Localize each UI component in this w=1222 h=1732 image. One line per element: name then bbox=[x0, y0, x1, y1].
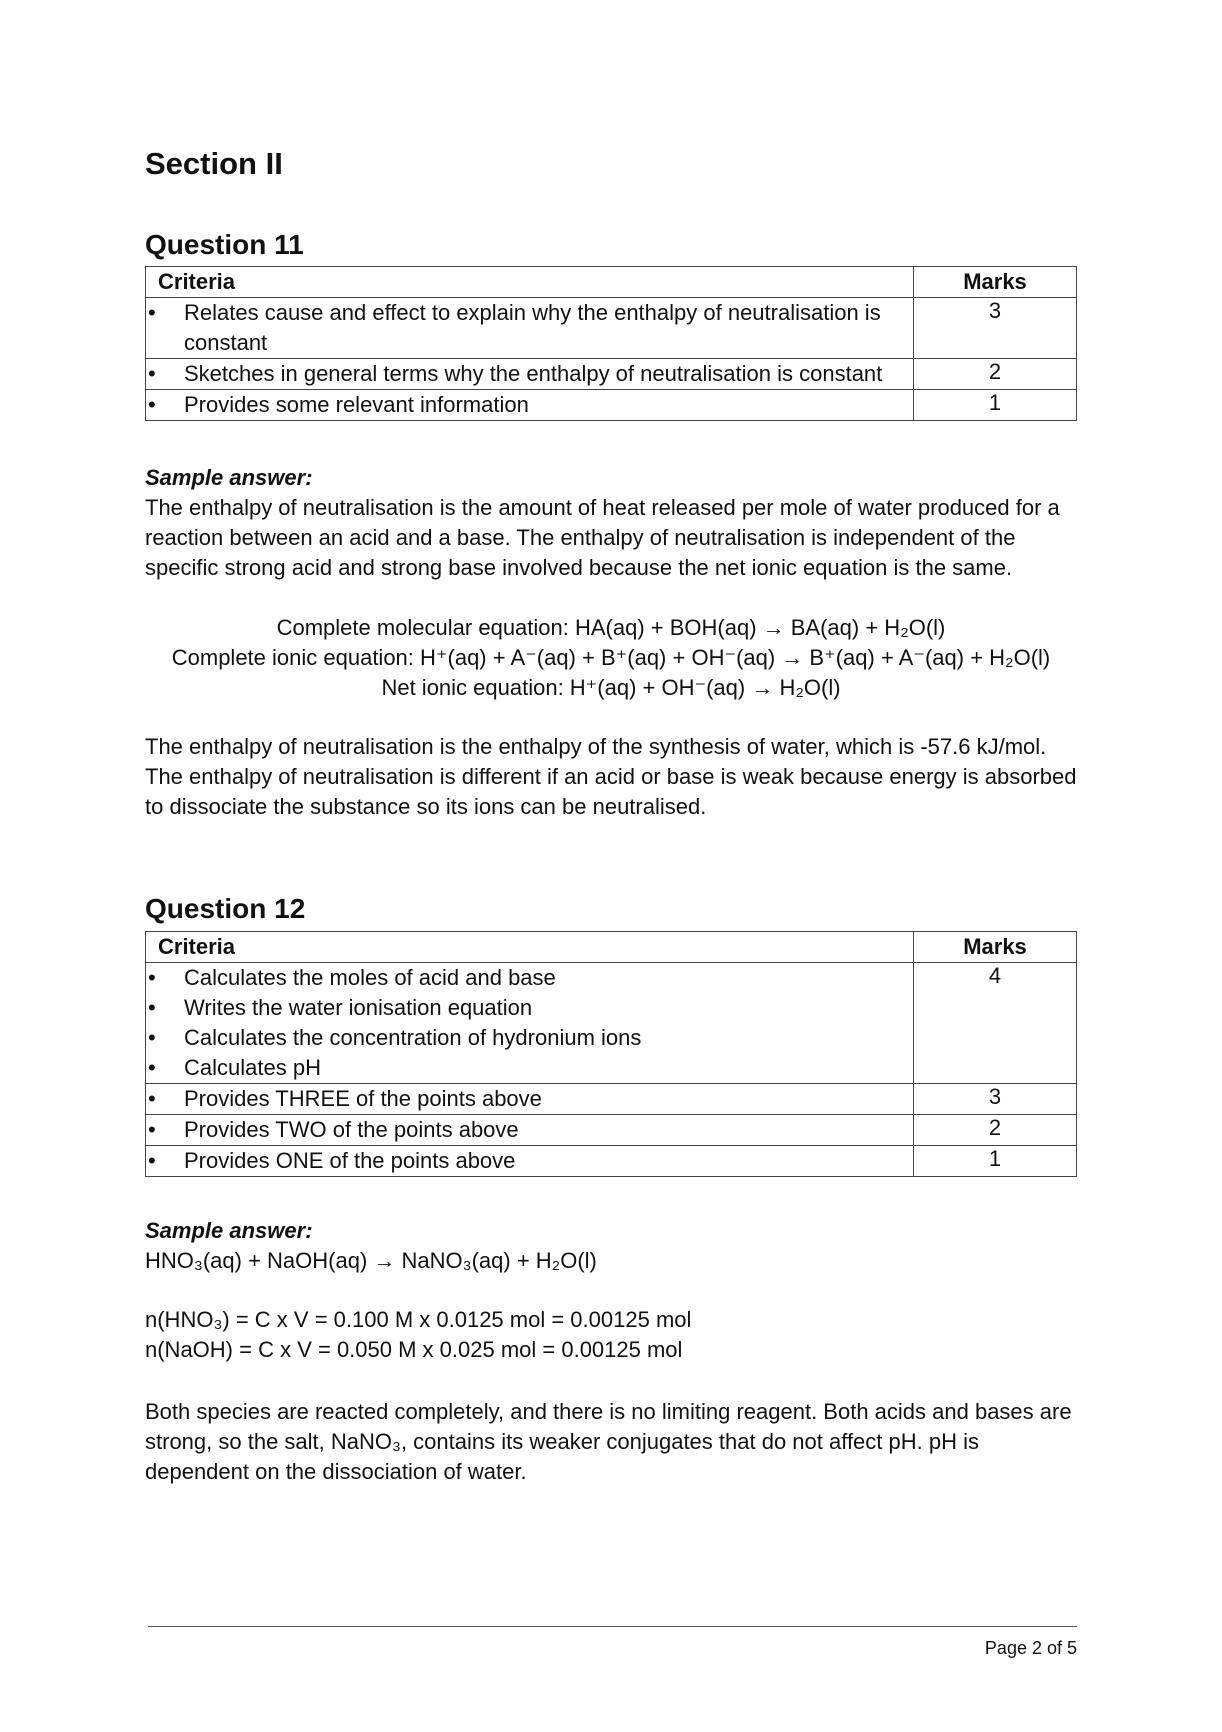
reaction-equation: HNO₃(aq) + NaOH(aq) → NaNO₃(aq) + H₂O(l) bbox=[145, 1248, 597, 1273]
table-header-row bbox=[146, 932, 1077, 963]
answer-paragraph: The enthalpy of neutralisation is the amount of heat released per mole of water produced for a reaction between an acid and a base. The enthalpy of neutralisation is independent of the specific strong acid and strong base involved because the net ionic equation is the same. bbox=[145, 495, 1060, 580]
marks-value: 1 bbox=[914, 1146, 1077, 1177]
sample-answer-label: Sample answer: bbox=[145, 1218, 313, 1243]
marks-header: Marks bbox=[914, 267, 1077, 298]
table-row bbox=[146, 390, 1077, 421]
table-header-row bbox=[146, 267, 1077, 298]
equation-block bbox=[145, 613, 1077, 703]
criteria-header: Criteria bbox=[146, 267, 914, 298]
marks-value: 4 bbox=[914, 963, 1077, 1084]
criteria-item: • Provides ONE of the points above bbox=[146, 1146, 913, 1176]
criteria-item: • Calculates the concentration of hydronium ions bbox=[146, 1023, 913, 1053]
criteria-item: • Provides some relevant information bbox=[146, 390, 913, 420]
table-row bbox=[146, 963, 1077, 1084]
table-row bbox=[146, 1084, 1077, 1115]
table-row bbox=[146, 1146, 1077, 1177]
marks-value: 1 bbox=[914, 390, 1077, 421]
calc-line: n(HNO₃) = C x V = 0.100 M x 0.0125 mol = 0.00125 mol bbox=[145, 1307, 692, 1332]
mole-calculations bbox=[145, 1305, 1077, 1365]
question-12-criteria-table bbox=[145, 931, 1077, 1177]
table-row bbox=[146, 359, 1077, 390]
calc-line: n(NaOH) = C x V = 0.050 M x 0.025 mol = 0.00125 mol bbox=[145, 1337, 683, 1362]
question-11-criteria-table bbox=[145, 266, 1077, 421]
criteria-header: Criteria bbox=[146, 932, 914, 963]
marks-value: 2 bbox=[914, 1115, 1077, 1146]
criteria-item: • Sketches in general terms why the enthalpy of neutralisation is constant bbox=[146, 359, 913, 389]
criteria-item: • Calculates the moles of acid and base bbox=[146, 963, 913, 993]
sample-answer-label: Sample answer: bbox=[145, 465, 313, 490]
marks-value: 3 bbox=[914, 1084, 1077, 1115]
marks-value: 2 bbox=[914, 359, 1077, 390]
marks-header: Marks bbox=[914, 932, 1077, 963]
marks-value: 3 bbox=[914, 298, 1077, 359]
criteria-item: • Provides TWO of the points above bbox=[146, 1115, 913, 1145]
section-title: Section II bbox=[145, 146, 283, 181]
molecular-equation: Complete molecular equation: HA(aq) + BOH(aq) → BA(aq) + H₂O(l) bbox=[276, 615, 946, 640]
question-11-title: Question 11 bbox=[145, 229, 304, 260]
footer-divider bbox=[148, 1626, 1077, 1627]
criteria-item: • Writes the water ionisation equation bbox=[146, 993, 913, 1023]
ionic-equation: Complete ionic equation: H⁺(aq) + A⁻(aq) + B⁺(aq) + OH⁻(aq) → B⁺(aq) + A⁻(aq) + H₂O(l) bbox=[171, 645, 1051, 670]
criteria-item: • Calculates pH bbox=[146, 1053, 913, 1083]
net-ionic-equation: Net ionic equation: H⁺(aq) + OH⁻(aq) → H₂O(l) bbox=[381, 675, 841, 700]
answer-paragraph: Both species are reacted completely, and there is no limiting reagent. Both acids and bases are strong, so the salt, NaNO₃, contains its weaker conjugates that do not affect pH. pH is dependent on the dissociation of water. bbox=[145, 1399, 1072, 1484]
question-12-title: Question 12 bbox=[145, 893, 306, 924]
page-number: Page 2 of 5 bbox=[984, 1638, 1077, 1658]
criteria-item: • Provides THREE of the points above bbox=[146, 1084, 913, 1114]
criteria-item: • Relates cause and effect to explain why the enthalpy of neutralisation is constant bbox=[146, 298, 913, 358]
table-row bbox=[146, 1115, 1077, 1146]
table-row bbox=[146, 298, 1077, 359]
answer-paragraph: The enthalpy of neutralisation is the enthalpy of the synthesis of water, which is -57.6 kJ/mol. The enthalpy of neutralisation is different if an acid or base is weak because energy is absorbed to dissociate the substance so its ions can be neutralised. bbox=[145, 734, 1077, 819]
